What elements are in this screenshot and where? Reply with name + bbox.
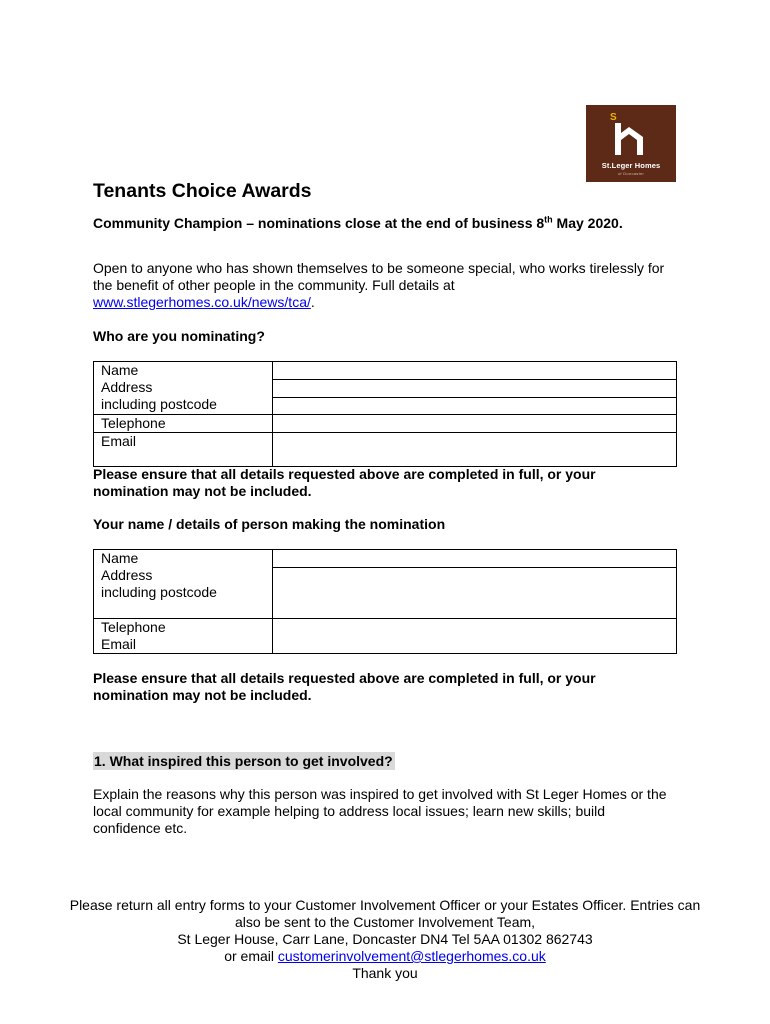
nominee-email-label: Email bbox=[94, 433, 273, 467]
footer-thanks: Thank you bbox=[352, 965, 418, 981]
subtitle-text: Community Champion – nominations close at the end of business 8 bbox=[93, 215, 545, 231]
nominee-email-field[interactable] bbox=[273, 433, 677, 467]
footer bbox=[60, 897, 710, 982]
nominator-name-label: Name bbox=[101, 550, 139, 566]
nominator-heading: Your name / details of person making the nomination bbox=[93, 516, 446, 532]
footer-email-link[interactable]: customerinvolvement@stlegerhomes.co.uk bbox=[277, 948, 546, 964]
footer-line-2: St Leger House, Carr Lane, Doncaster DN4 Tel 5AA 01302 862743 bbox=[177, 931, 593, 947]
warning-nominee: Please ensure that all details requested above are completed in full, or your nomination may not be included. bbox=[93, 466, 596, 499]
nominee-name-label: Name bbox=[101, 362, 139, 378]
nominator-table bbox=[93, 549, 677, 654]
nominee-address-field[interactable] bbox=[273, 380, 676, 398]
nominator-values-cell bbox=[273, 550, 677, 619]
details-link[interactable]: www.stlegerhomes.co.uk/news/tca/ bbox=[93, 294, 311, 310]
nominator-contact-field[interactable] bbox=[273, 619, 677, 654]
nominator-address-label: Address bbox=[101, 567, 153, 583]
page-title: Tenants Choice Awards bbox=[93, 180, 312, 202]
nominator-postcode-label: including postcode bbox=[101, 584, 217, 600]
footer-email-prefix: or email bbox=[224, 948, 278, 964]
nominator-address-field[interactable] bbox=[273, 568, 676, 584]
nominee-telephone-field[interactable] bbox=[273, 415, 677, 433]
logo-name: St.Leger Homes bbox=[601, 161, 661, 170]
question-1-title: 1. What inspired this person to get involved? bbox=[94, 753, 393, 769]
nominee-telephone-label: Telephone bbox=[94, 415, 273, 433]
nominator-name-field[interactable] bbox=[273, 550, 676, 568]
svg-text:S: S bbox=[610, 112, 617, 123]
subtitle-sup: th bbox=[544, 214, 553, 225]
nominee-labels-cell bbox=[94, 362, 273, 415]
nominee-postcode-field[interactable] bbox=[273, 398, 676, 414]
nominee-name-field[interactable] bbox=[273, 362, 676, 380]
nominee-postcode-label: including postcode bbox=[101, 396, 217, 412]
nominator-email-label: Email bbox=[101, 636, 137, 652]
intro-paragraph bbox=[93, 260, 673, 311]
question-1-text: Explain the reasons why this person was inspired to get involved with St Leger Homes or the local community for example helping to address local issues; learn new skills; build confidence etc. bbox=[93, 786, 667, 836]
nominee-heading: Who are you nominating? bbox=[93, 328, 265, 344]
subtitle-tail: May 2020. bbox=[552, 215, 623, 231]
intro-text: Open to anyone who has shown themselves to be someone special, who works tirelessly for the benefit of other people in the community. Full details at bbox=[93, 260, 665, 293]
logo-subtitle: of Doncaster bbox=[617, 171, 645, 176]
nominee-address-label: Address bbox=[101, 379, 153, 395]
nominator-telephone-label: Telephone bbox=[101, 619, 166, 635]
nominee-table bbox=[93, 361, 677, 467]
nominator-contact-labels-cell bbox=[94, 619, 273, 654]
subtitle bbox=[93, 214, 673, 232]
footer-line-1: Please return all entry forms to your Customer Involvement Officer or your Estates Officer. Entries can also be sent to the Customer Involvement Team, bbox=[69, 897, 701, 930]
intro-end: . bbox=[310, 294, 315, 310]
footer-email-line bbox=[60, 948, 710, 965]
nominee-values-cell bbox=[273, 362, 677, 415]
warning-nominator: Please ensure that all details requested above are completed in full, or your nomination may not be included. bbox=[93, 670, 596, 703]
nominator-labels-cell bbox=[94, 550, 273, 619]
st-leger-homes-logo bbox=[586, 105, 676, 182]
